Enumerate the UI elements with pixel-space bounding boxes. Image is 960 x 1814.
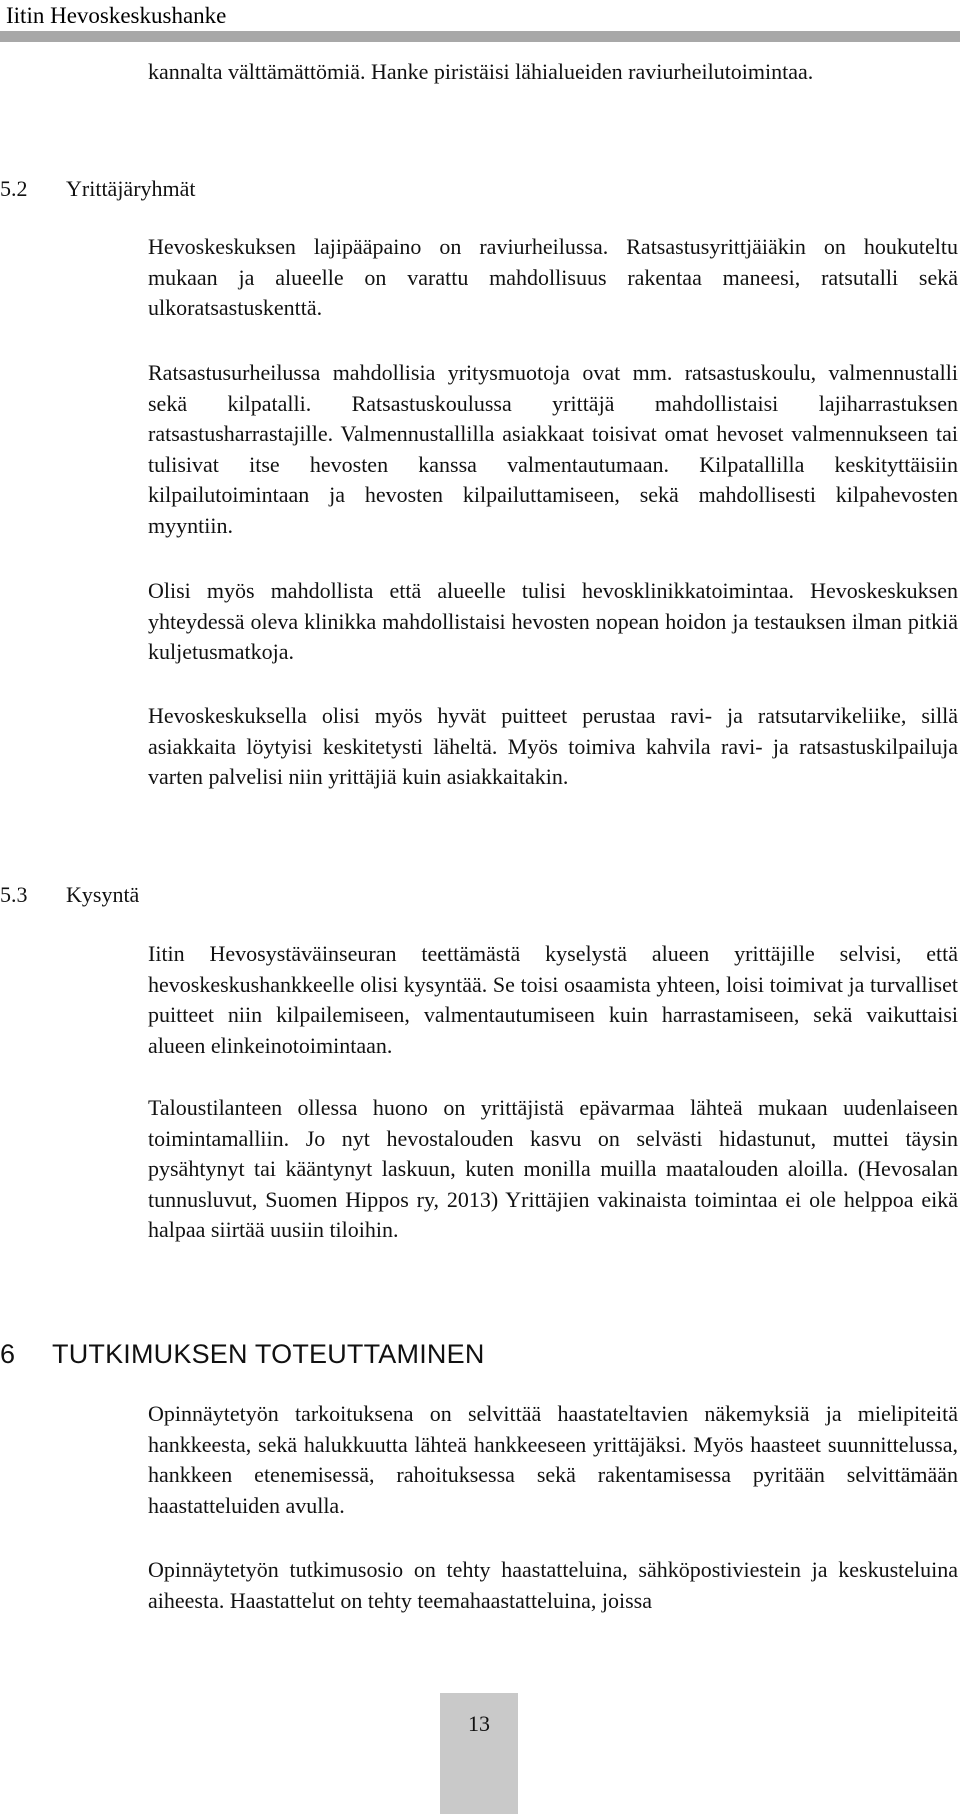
page-number-box bbox=[440, 1693, 518, 1814]
paragraph: Hevoskeskuksen lajipääpaino on raviurheilussa. Ratsastusyrittjäiäkin on houkuteltu mukaan ja alueelle on varattu mahdollisuus rakentaa maneesi, ratsutalli sekä ulkoratsastuskenttä. bbox=[148, 234, 958, 320]
section-number: 5.2 bbox=[0, 176, 28, 201]
chapter-heading bbox=[0, 1337, 485, 1371]
paragraph: Taloustilanteen ollessa huono on yrittäjistä epävarmaa lähteä mukaan uudenlaiseen toimintamalliin. Jo nyt hevostalouden kasvu on selvästi hidastunut, muttei täysin pysähtynyt tai kääntynyt laskuun, kuten monilla muilla maatalouden aloilla. (Hevosalan tunnusluvut, Suomen Hippos ry, 2013) Yrittäjien vakinaista toimintaa ei ole helppoa eikä halpaa siirtää uusiin tiloihin. bbox=[148, 1095, 958, 1242]
page-number: 13 bbox=[468, 1711, 490, 1736]
chapter-title: TUTKIMUKSEN TOTEUTTAMINEN bbox=[52, 1339, 485, 1369]
section-heading-5-2 bbox=[0, 174, 196, 204]
section-title: Yrittäjäryhmät bbox=[66, 176, 196, 201]
paragraph: Opinnäytetyön tarkoituksena on selvittää haastateltavien näkemyksiä ja mielipiteitä hankkeesta, sekä halukkuutta lähteä hankkeeseen yrittäjäksi. Myös haasteet suunnittelussa, hankkeen etenemisessä, rahoituksessa sekä rakentamisessa pyritään selvittämään haastatteluiden avulla. bbox=[148, 1401, 958, 1518]
paragraph: Olisi myös mahdollista että alueelle tulisi hevosklinikkatoimintaa. Hevoskeskuksen yhteydessä oleva klinikka mahdollistaisi hevosten nopean hoidon ja testauksen ilman pitkiä kuljetusmatkoja. bbox=[148, 578, 958, 664]
chapter-number: 6 bbox=[0, 1339, 16, 1369]
paragraph: Hevoskeskuksella olisi myös hyvät puitteet perustaa ravi- ja ratsutarvikeliike, sillä asiakkaita löytyisi keskitetysti läheltä. Myös toimiva kahvila ravi- ja ratsastuskilpailuja varten palvelisi niin yrittäjiä kuin asiakkaitakin. bbox=[148, 703, 958, 789]
paragraph: Opinnäytetyön tutkimusosio on tehty haastatteluina, sähköpostiviestein ja keskusteluina aiheesta. Haastattelut on tehty teemahaastatteluina, joissa bbox=[148, 1557, 958, 1613]
paragraph: Ratsastusurheilussa mahdollisia yritysmuotoja ovat mm. ratsastuskoulu, valmennustalli sekä kilpatalli. Ratsastuskoulussa yrittäjä mahdollistaisi lajiharrastuksen ratsastusharrastajille. Valmennustallilla asiakkaat toisivat omat hevoset valmennukseen tai tulisivat itse hevosten kanssa valmentautumaan. Kilpatallilla keskityttäisiin kilpailutoimintaan ja hevosten kilpailuttamiseen, sekä mahdollisesti kilpahevosten myyntiin. bbox=[148, 360, 958, 538]
paragraph: Iitin Hevosystäväinseuran teettämästä kyselystä alueen yrittäjille selvisi, että hevoskeskushankkeelle olisi kysyntää. Se toisi osaamista yhteen, loisi toimivat ja turvalliset puitteet niin kilpailemiseen, valmentautumiseen kuin harrastamiseen, sekä vaikuttaisi alueen elinkeinotoimintaan. bbox=[148, 941, 958, 1058]
paragraph: kannalta välttämättömiä. Hanke piristäisi lähialueiden raviurheilutoimintaa. bbox=[148, 59, 814, 84]
header-rule bbox=[0, 31, 960, 42]
section-number: 5.3 bbox=[0, 882, 28, 907]
section-heading-5-3 bbox=[0, 880, 139, 910]
section-title: Kysyntä bbox=[66, 882, 140, 907]
header-title: Iitin Hevoskeskushanke bbox=[6, 3, 227, 28]
